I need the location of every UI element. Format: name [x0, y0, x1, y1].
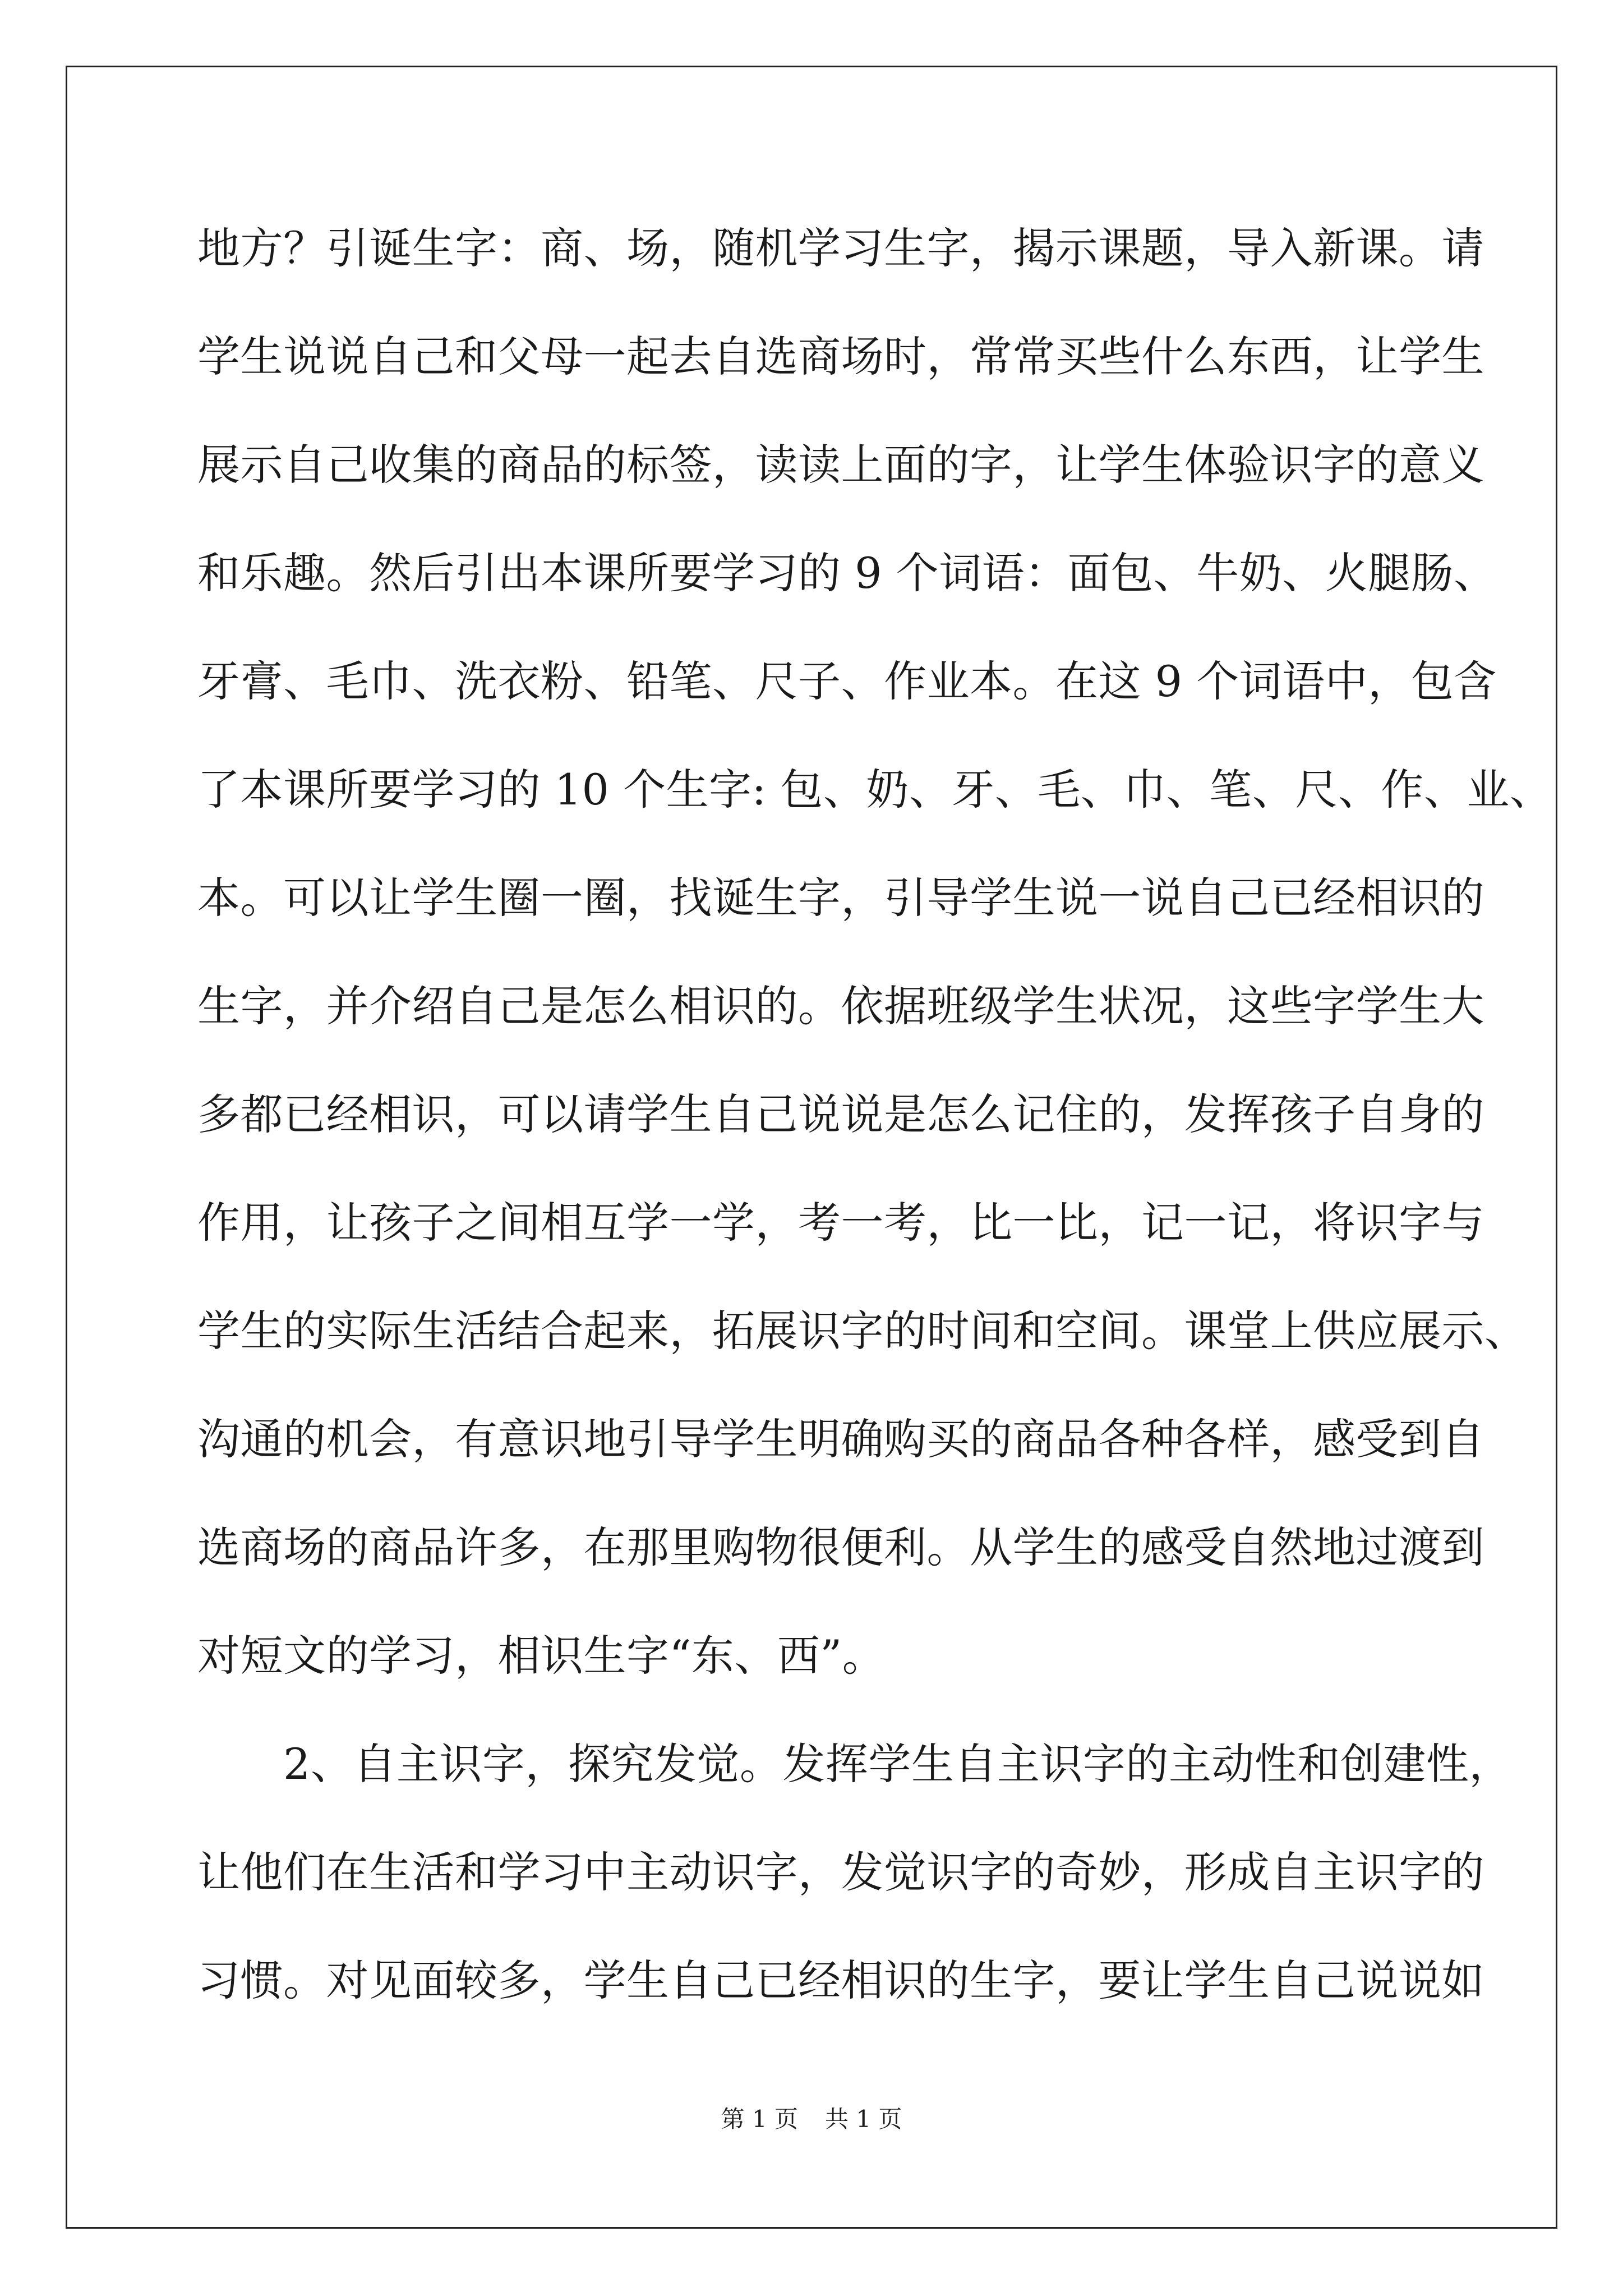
page-number-total: 共 1 页	[825, 2105, 902, 2133]
text-line: 习惯。对见面较多，学生自己已经相识的生字，要让学生自己说说如	[197, 1955, 1484, 2005]
page-footer	[0, 2104, 1623, 2135]
text-line: 多都已经相识，可以请学生自己说说是怎么记住的，发挥孩子自身的	[197, 1089, 1484, 1139]
text-line: 展示自己收集的商品的标签，读读上面的字，让学生体验识字的意义	[197, 440, 1484, 490]
text-line: 2、自主识字，探究发觉。发挥学生自主识字的主动性和创建性，	[197, 1739, 1512, 1789]
text-line: 本。可以让学生圈一圈，找诞生字，引导学生说一说自己已经相识的	[197, 873, 1484, 923]
page-number-current: 第 1 页	[721, 2105, 798, 2133]
text-line: 牙膏、毛巾、洗衣粉、铅笔、尺子、作业本。在这 9 个词语中，包含	[197, 656, 1497, 706]
text-line: 了本课所要学习的 10 个生字: 包、奶、牙、毛、巾、笔、尺、作、业、	[197, 765, 1553, 815]
text-line: 让他们在生活和学习中主动识字，发觉识字的奇妙，形成自主识字的	[197, 1847, 1484, 1897]
page-border	[66, 66, 1557, 2229]
text-line: 地方？引诞生字：商、场，随机学习生字，揭示课题，导入新课。请	[197, 223, 1484, 273]
text-line: 选商场的商品许多，在那里购物很便利。从学生的感受自然地过渡到	[197, 1522, 1484, 1572]
text-line: 和乐趣。然后引出本课所要学习的 9 个词语：面包、牛奶、火腿肠、	[197, 548, 1497, 598]
text-line: 学生的实际生活结合起来，拓展识字的时间和空间。课堂上供应展示、	[197, 1306, 1528, 1356]
text-line: 学生说说自己和父母一起去自选商场时，常常买些什么东西，让学生	[197, 332, 1484, 381]
text-line: 生字，并介绍自己是怎么相识的。依据班级学生状况，这些字学生大	[197, 981, 1484, 1031]
text-line: 对短文的学习，相识生字“东、西”。	[197, 1631, 886, 1681]
text-line: 沟通的机会，有意识地引导学生明确购买的商品各种各样，感受到自	[197, 1414, 1484, 1464]
text-line: 作用，让孩子之间相互学一学，考一考，比一比，记一记，将识字与	[197, 1198, 1484, 1248]
